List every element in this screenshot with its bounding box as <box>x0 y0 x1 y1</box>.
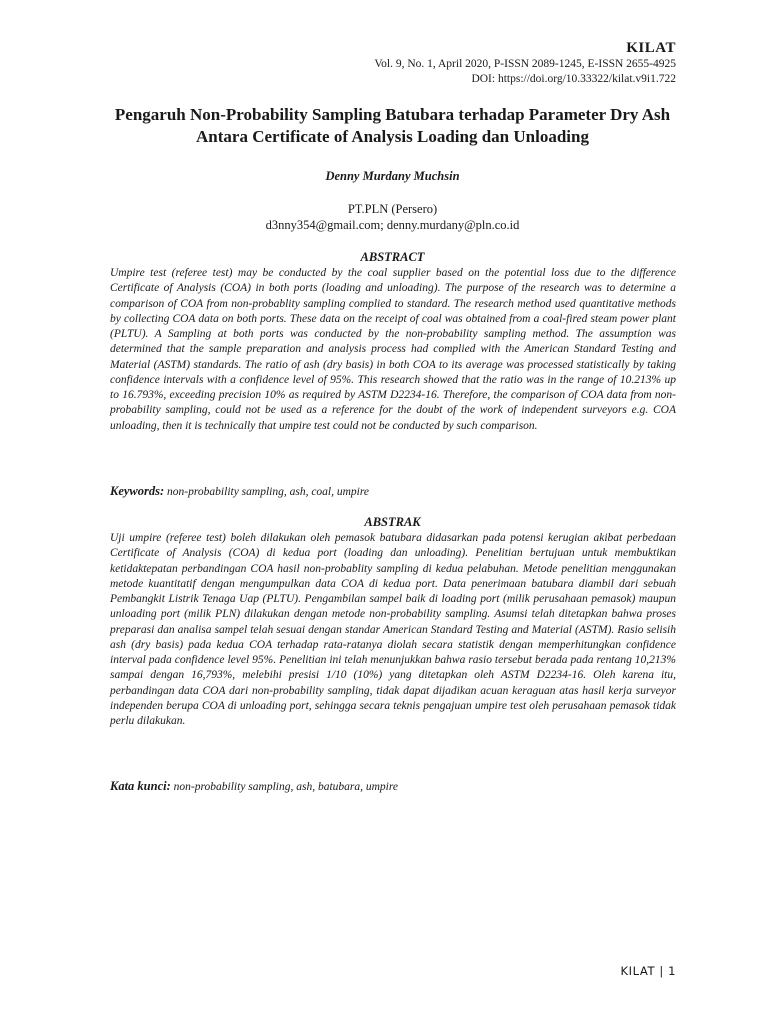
abstract-body: Umpire test (referee test) may be conducted by the coal supplier based on the potential loss due to the difference Certificate of Analysis (COA) in both ports (loading and unloading). The purpose of the research was to determine a comparison of COA from non-probablity sampling complied to standard. The research method used quantitative methods by collecting COA data on both ports. These data on the receipt of coal was obtained from a coal-fired steam power plant (PLTU). A Sampling at both ports was conducted by the non-probability sampling method. The assumption was determined that the sample preparation and analysis process had complied with the American Standard Testing and Material (ASTM) standards. The ratio of ash (dry basis) in both COA to its average was processed statistically by taking confidence intervals with a confidence level of 95%. This research showed that the ratio was in the range of 10.213% up to 16.793%, exceeding precision 10% as required by ASTM D2234-16. Therefore, the comparison of COA data from non-probability sampling, could not be used as a reference for the doubt of the work of independent surveyors e.g. COA unloading, then it is technically that umpire test could not be conducted by such comparison. <box>110 267 676 432</box>
author-emails: d3nny354@gmail.com; denny.murdany@pln.co.id <box>265 218 520 232</box>
volume-line: Vol. 9, No. 1, April 2020, P-ISSN 2089-1245, E-ISSN 2655-4925 <box>374 58 676 70</box>
author-affiliation <box>100 201 685 233</box>
kata-kunci-label: Kata kunci: <box>110 779 171 793</box>
keywords-line <box>110 484 676 499</box>
page-footer: KILAT | 1 <box>620 964 676 978</box>
keywords-label: Keywords: <box>110 484 165 498</box>
affiliation: PT.PLN (Persero) <box>347 202 438 216</box>
paper-title: Pengaruh Non-Probability Sampling Batubara terhadap Parameter Dry Ash Antara Certificate of Analysis Loading dan Unloading <box>114 105 671 146</box>
doi-line: DOI: https://doi.org/10.33322/kilat.v9i1.722 <box>471 73 676 85</box>
kata-kunci-text: non-probability sampling, ash, batubara, umpire <box>173 781 399 793</box>
journal-name: KILAT <box>626 40 676 56</box>
abstract-heading: ABSTRACT <box>360 250 425 264</box>
keywords-text: non-probability sampling, ash, coal, umpire <box>167 486 370 498</box>
kata-kunci-line <box>110 779 676 794</box>
journal-meta <box>374 57 676 87</box>
author-name: Denny Murdany Muchsin <box>325 169 460 183</box>
abstrak-body: Uji umpire (referee test) boleh dilakukan oleh pemasok batubara didasarkan pada potensi kerugian akibat perbedaan Certificate of Analysis (COA) di kedua port (loading dan unloading). Penelitian bertujuan untuk membuktikan ketidaktepatan perbandingan COA hasil non-probablity sampling di kedua pelabuhan. Metode penelitian menggunakan metode kuantitatif dengan mengumpulkan data COA di kedua port. Data penerimaan batubara diambil dari sebuah Pembangkit Listrik Tenaga Uap (PLTU). Pengambilan sampel baik di loading port (milik perusahaan pemasok) maupun unloading port (milik PLN) dilakukan dengan metode non-probability sampling. Asumsi telah ditetapkan bahwa proses preparasi dan analisa sampel telah sesuai dengan standar American Standard Testing and Material (ASTM). Rasio selisih ash (dry basis) pada kedua COA terhadap rata-ratanya diolah secara statistik dengan memperhitungkan confidence interval pada confidence level 95%. Penelitian ini telah menunjukkan bahwa rasio tersebut berada pada rentang 10,213% sampai dengan 16,793%, melebihi presisi 1/10 (10%) yang ditetapkan oleh ASTM D2234-16. Oleh karena itu, perbandingan data COA dari non-probability sampling, tidak dapat dijadikan acuan keraguan atas hasil kerja surveyor independen berupa COA di unloading port, sehingga secara teknis pengajuan umpire test oleh perusahaan pemasok tidak perlu dilakukan. <box>110 532 676 727</box>
abstrak-heading: ABSTRAK <box>364 515 421 529</box>
